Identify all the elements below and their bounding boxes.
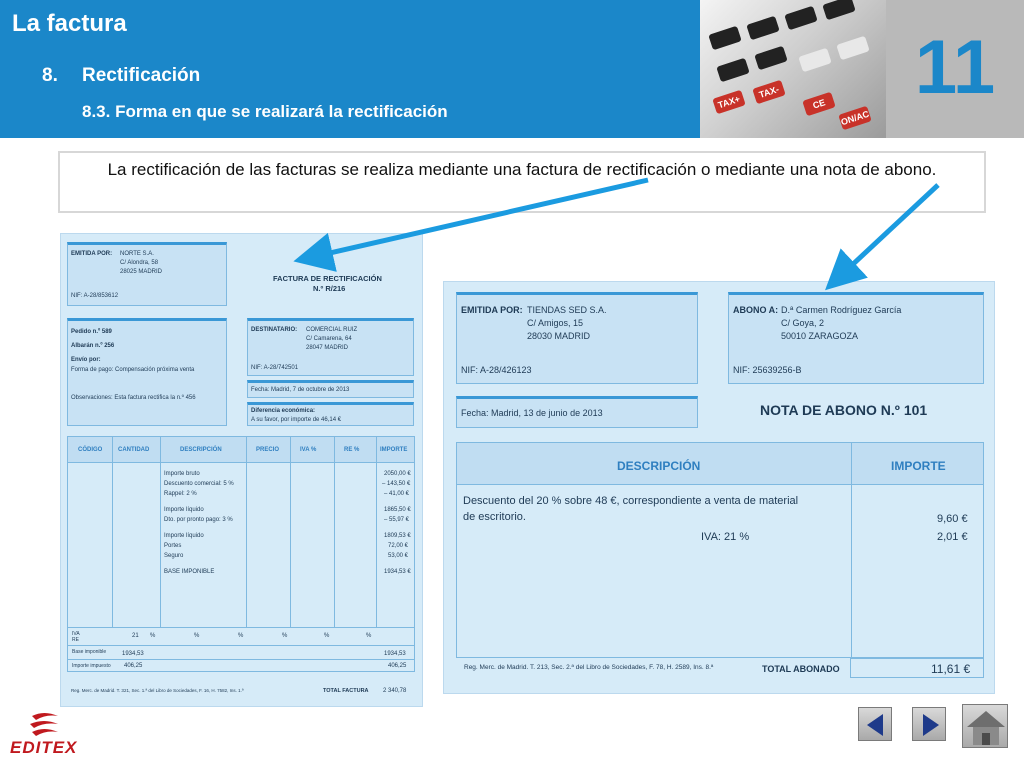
base-label: Base imponible xyxy=(72,649,107,655)
arrow-to-invoice xyxy=(308,180,648,258)
delivery-note: Albarán n.º 256 xyxy=(71,343,115,349)
shipping: Envío por: xyxy=(71,357,101,363)
tax-minus-key: TAX- xyxy=(752,80,785,104)
credit-date: Fecha: Madrid, 13 de junio de 2013 xyxy=(461,408,603,418)
invoice-date: Fecha: Madrid, 7 de octubre de 2013 xyxy=(251,387,350,393)
percent-sign: % xyxy=(194,633,200,639)
col-re: RE % xyxy=(344,447,360,453)
line-desc: Importe líquido xyxy=(164,507,204,513)
line-amount: – 55,97 € xyxy=(384,517,410,523)
credit-col-description: DESCRIPCIÓN xyxy=(617,459,701,473)
credit-recipient-street: C/ Goya, 2 xyxy=(781,318,825,328)
page-title: La factura xyxy=(12,10,127,37)
credit-recipient-city: 50010 ZARAGOZA xyxy=(781,331,859,341)
invoice-footer-reg: Reg. Merc. de Madrid. T. 321, Sec. 1.ª del Libro de Sociedades, F. 16, H. 7582, Ins. 1.ª xyxy=(71,688,244,693)
recipient-street: C/ Camarena, 64 xyxy=(306,336,352,342)
payment-method: Forma de pago: Compensación próxima venta xyxy=(71,367,195,373)
ce-key: CE xyxy=(802,92,835,116)
home-icon xyxy=(963,705,1009,749)
col-importe: IMPORTE xyxy=(380,447,408,453)
recipient-city: 28047 MADRID xyxy=(306,345,349,351)
col-cantidad: CANTIDAD xyxy=(118,447,150,453)
credit-note-title: NOTA DE ABONO N.º 101 xyxy=(760,402,928,418)
credit-emitter-label: EMITIDA POR: xyxy=(461,305,523,315)
triangle-left-icon xyxy=(859,708,893,742)
triangle-right-icon xyxy=(913,708,947,742)
credit-emitter-city: 28030 MADRID xyxy=(527,331,591,341)
section-title: Rectificación xyxy=(82,65,201,86)
line-desc: Portes xyxy=(164,543,182,549)
col-precio: PRECIO xyxy=(256,447,280,453)
editex-logo-mark xyxy=(24,712,64,736)
line-desc: Descuento comercial: 5 % xyxy=(164,481,234,487)
tax-rate: 21 xyxy=(132,633,139,639)
col-codigo: CÓDIGO xyxy=(78,447,103,453)
col-iva: IVA % xyxy=(300,447,317,453)
chapter-number: 11 xyxy=(914,25,996,110)
editex-logo: EDITEX xyxy=(10,738,78,757)
credit-description-line2: de escritorio. xyxy=(463,511,526,523)
difference-label: Diferencia económica: xyxy=(251,408,316,414)
tax-amount-right: 406,25 xyxy=(388,663,407,669)
line-desc: BASE IMPONIBLE xyxy=(164,569,215,575)
line-amount: 1809,53 € xyxy=(384,533,411,539)
percent-sign: % xyxy=(150,633,156,639)
section-number: 8. xyxy=(42,65,58,86)
credit-amount-discount: 9,60 € xyxy=(937,513,968,525)
percent-sign: % xyxy=(238,633,244,639)
credit-recipient-name: D.ª Carmen Rodríguez García xyxy=(781,305,902,315)
base-value-right: 1934,53 xyxy=(384,651,406,657)
recipient-nif: NIF: A-28/742501 xyxy=(251,365,299,371)
invoice-total-label: TOTAL FACTURA xyxy=(323,688,369,694)
tax-amount-label: Importe impuesto xyxy=(72,663,111,669)
line-amount: 1934,53 € xyxy=(384,569,411,575)
tax-amount-value: 406,25 xyxy=(124,663,143,669)
percent-sign: % xyxy=(324,633,330,639)
invoice-total-value: 2 340,78 xyxy=(383,688,407,694)
percent-sign: % xyxy=(282,633,288,639)
line-desc: Rappel: 2 % xyxy=(164,491,197,497)
next-slide-button[interactable] xyxy=(912,707,946,741)
credit-col-amount: IMPORTE xyxy=(891,459,946,473)
arrow-to-credit-note xyxy=(836,185,938,280)
line-amount: 53,00 € xyxy=(388,553,409,559)
line-amount: – 41,00 € xyxy=(384,491,410,497)
recipient-name: COMERCIAL RUIZ xyxy=(306,327,358,333)
credit-total-label: TOTAL ABONADO xyxy=(762,664,840,674)
emitter-name: NORTE S.A. xyxy=(120,251,154,257)
credit-description-line1: Descuento del 20 % sobre 48 €, correspondiente a venta de material xyxy=(463,495,799,507)
tax-re-label: RE xyxy=(72,637,79,643)
tax-iva-label: IVA xyxy=(72,631,80,637)
credit-emitter-name: TIENDAS SED S.A. xyxy=(527,305,607,315)
tax-plus-key: TAX+ xyxy=(712,90,745,114)
credit-total-value: 11,61 € xyxy=(931,662,971,676)
line-amount: 1865,50 € xyxy=(384,507,411,513)
credit-footer-reg: Reg. Merc. de Madrid. T. 213, Sec. 2.ª del Libro de Sociedades, F. 78, H. 2589, Ins. 8.ª xyxy=(464,664,714,671)
line-desc: Importe bruto xyxy=(164,471,200,477)
emitter-nif: NIF: A-28/853612 xyxy=(71,293,119,299)
info-text: La rectificación de las facturas se realiza mediante una factura de rectificación o mediante una nota de abono. xyxy=(107,160,937,179)
credit-recipient-nif: NIF: 25639256-B xyxy=(733,365,802,375)
observations: Observaciones: Esta factura rectifica la n.º 456 xyxy=(71,395,196,401)
on-ac-key: ON/AC xyxy=(838,106,871,130)
col-descripcion: DESCRIPCIÓN xyxy=(180,447,222,453)
credit-iva-label: IVA: 21 % xyxy=(701,531,750,543)
emitter-label: EMITIDA POR: xyxy=(71,251,113,257)
credit-emitter-nif: NIF: A-28/426123 xyxy=(461,365,532,375)
line-desc: Dto. por pronto pago: 3 % xyxy=(164,517,233,523)
previous-slide-button[interactable] xyxy=(858,707,892,741)
line-amount: 2050,00 € xyxy=(384,471,411,477)
line-desc: Importe líquido xyxy=(164,533,204,539)
invoice-doc-number: N.º R/216 xyxy=(313,284,346,293)
credit-amount-iva: 2,01 € xyxy=(937,531,968,543)
home-button[interactable] xyxy=(962,704,1008,748)
base-value: 1934,53 xyxy=(122,651,144,657)
recipient-label: DESTINATARIO: xyxy=(251,327,298,333)
line-desc: Seguro xyxy=(164,553,184,559)
percent-sign: % xyxy=(366,633,372,639)
credit-emitter-street: C/ Amigos, 15 xyxy=(527,318,584,328)
line-amount: – 143,50 € xyxy=(382,481,411,487)
order-number: Pedido n.º 589 xyxy=(71,329,112,335)
difference-value: A su favor, por importe de 46,14 € xyxy=(251,417,342,423)
subsection-title: 8.3. Forma en que se realizará la rectificación xyxy=(82,102,448,121)
line-amount: 72,00 € xyxy=(388,543,409,549)
emitter-street: C/ Alondra, 58 xyxy=(120,260,159,266)
invoice-doc-title: FACTURA DE RECTIFICACIÓN xyxy=(273,274,382,283)
credit-recipient-label: ABONO A: xyxy=(733,305,779,315)
emitter-city: 28025 MADRID xyxy=(120,269,163,275)
